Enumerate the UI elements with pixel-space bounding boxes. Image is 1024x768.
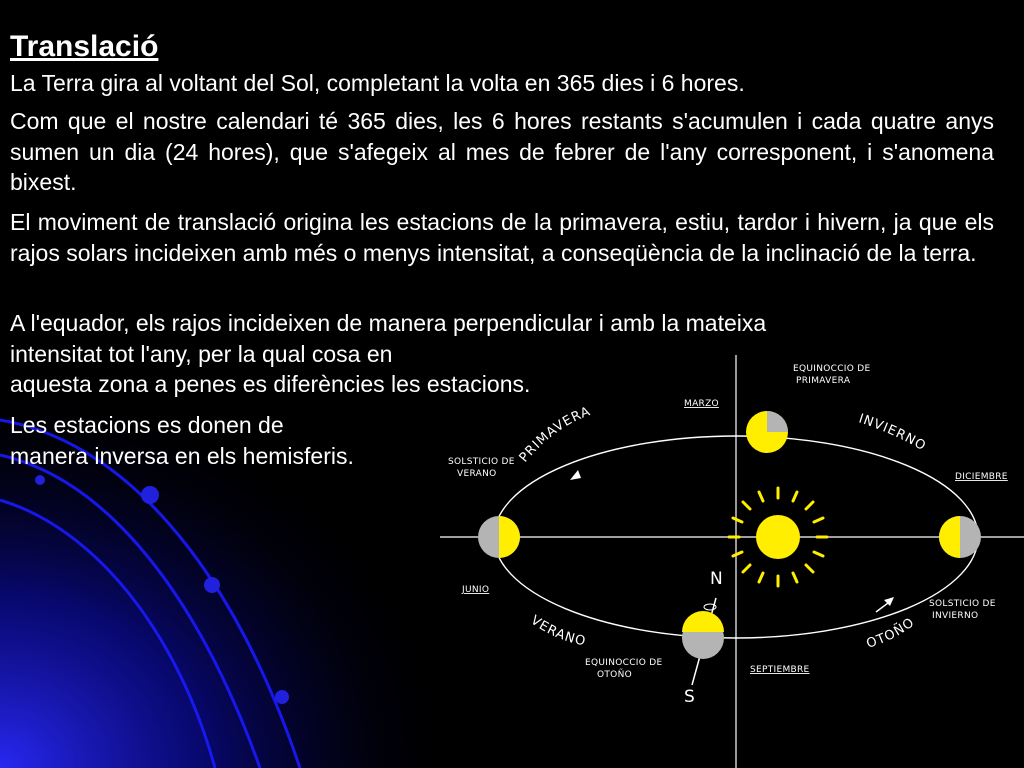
label-equinox-autumn-line1: EQUINOCCIO DE xyxy=(585,658,663,668)
paragraph-orbit: La Terra gira al voltant del Sol, completant la volta en 365 dies i 6 hores. xyxy=(10,70,745,96)
earth-equinox-autumn-icon xyxy=(682,598,724,685)
label-diciembre: DICIEMBRE xyxy=(955,472,1008,482)
label-north: N xyxy=(710,569,723,589)
orbit-direction-arrow-icon xyxy=(570,470,581,480)
label-verano: VERANO xyxy=(527,612,588,650)
orbit-direction-arrow-icon xyxy=(876,597,894,612)
label-septiembre: SEPTIEMBRE xyxy=(750,665,810,675)
paragraph-hemispheres-line2: manera inversa en els hemisferis. xyxy=(10,443,354,469)
label-solstice-summer-line1: SOLSTICIO DE xyxy=(448,457,515,467)
label-south: S xyxy=(684,687,695,707)
paragraph-equator-line3: aquesta zona a penes es diferències les estacions. xyxy=(10,371,531,397)
paragraph-seasons: El moviment de translació origina les estacions de la primavera, estiu, tardor i hivern, ja que els rajos solars incideixen amb més o menys intensitat, a conseqüència de la inclinació de la terra. xyxy=(10,209,994,266)
earth-equinox-spring-icon xyxy=(746,411,788,453)
paragraph-calendar: Com que el nostre calendari té 365 dies, les 6 hores restants s'acumulen i cada quatre anys sumen un dia (24 hores), que s'afegeix al mes de febrer de l'any corresponent, i s'anomena bixest. xyxy=(10,108,994,195)
label-invierno: INVIERNO xyxy=(856,411,929,455)
slide-title: Translació xyxy=(10,30,159,63)
label-solstice-winter-line2: INVIERNO xyxy=(932,611,979,621)
earth-solstice-summer-icon xyxy=(478,516,520,558)
paragraph-equator-line2: intensitat tot l'any, per la qual cosa en xyxy=(10,341,393,367)
label-otono: OTOÑO xyxy=(864,614,918,652)
label-equinox-spring-line1: EQUINOCCIO DE xyxy=(793,364,871,374)
label-solstice-winter-line1: SOLSTICIO DE xyxy=(929,599,996,609)
label-equinox-spring-line2: PRIMAVERA xyxy=(796,376,851,386)
paragraph-hemispheres-line1: Les estacions es donen de xyxy=(10,412,284,438)
paragraph-equator: A l'equador, els rajos incideixen de manera perpendicular i amb la mateixa xyxy=(10,310,767,336)
label-marzo: MARZO xyxy=(684,399,719,409)
earth-solstice-winter-icon xyxy=(939,516,981,558)
label-junio: JUNIO xyxy=(462,585,490,595)
label-primavera: PRIMAVERA xyxy=(516,404,594,466)
label-equinox-autumn-line2: OTOÑO xyxy=(597,670,632,680)
label-solstice-summer-line2: VERANO xyxy=(457,469,497,479)
